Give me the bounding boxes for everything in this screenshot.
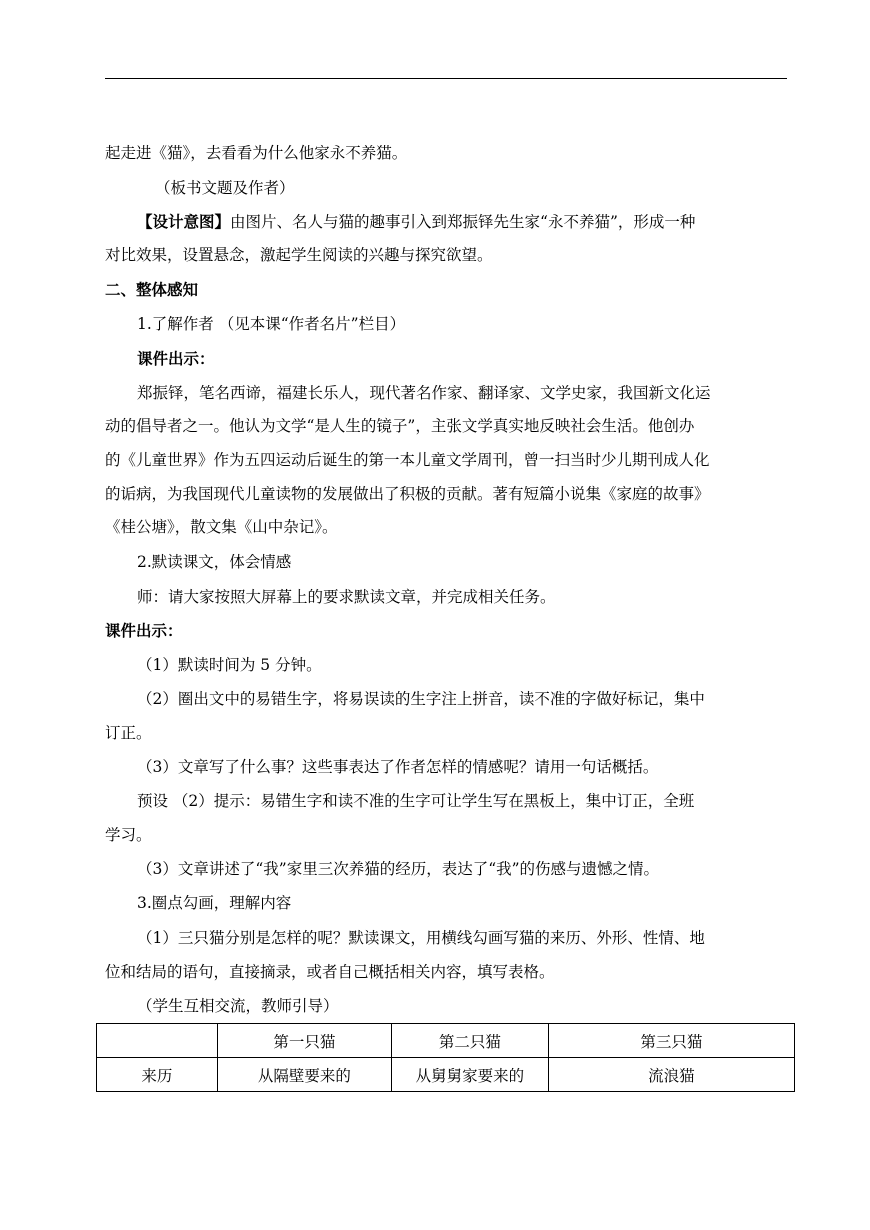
board-note: （板书文题及作者） <box>155 179 295 197</box>
design-intent-text: 由图片、名人与猫的趣事引入到郑振铎先生家“永不养猫”，形成一种 <box>230 213 696 231</box>
table-header-cell: 第三只猫 <box>548 1024 794 1058</box>
subsection-heading: 2.默读课文，体会情感 <box>137 553 292 571</box>
paragraph-line: 师：请大家按照大屏幕上的要求默读文章，并完成相关任务。 <box>137 588 556 606</box>
paragraph-line: 位和结局的语句，直接摘录，或者自己概括相关内容，填写表格。 <box>105 963 555 981</box>
subsection-heading: 1.了解作者 （见本课“作者名片”栏目） <box>137 315 406 333</box>
design-intent-line <box>137 212 695 232</box>
note-line: （学生互相交流，教师引导） <box>137 997 339 1015</box>
design-intent-label: 【设计意图】 <box>137 212 231 231</box>
paragraph-line: 动的倡导者之一。他认为文学“是人生的镜子”，主张文学真实地反映社会生活。他创办 <box>105 417 695 435</box>
task-item: （2）圈出文中的易错生字，将易误读的生字注上拼音，读不准的字做好标记，集中 <box>137 690 705 708</box>
preset-answer: （3）文章讲述了“我”家里三次养猫的经历，表达了“我”的伤感与遗憾之情。 <box>137 860 660 878</box>
paragraph-line: 起走进《猫》，去看看为什么他家永不养猫。 <box>105 144 408 162</box>
preset-answer: 预设 （2）提示：易错生字和读不准的生字可让学生写在黑板上，集中订正，全班 <box>137 792 695 810</box>
cats-table <box>96 1023 795 1092</box>
table-header-row <box>97 1024 795 1058</box>
table-cell: 从舅舅家要来的 <box>392 1058 549 1092</box>
paragraph-line: 的《儿童世界》作为五四运动后诞生的第一本儿童文学周刊，曾一扫当时少儿期刊成人化 <box>105 451 710 469</box>
paragraph-line: 学习。 <box>105 826 152 844</box>
paragraph-line: 《桂公塘》，散文集《山中杂记》。 <box>105 518 338 536</box>
task-item: （3）文章写了什么事？这些事表达了作者怎样的情感呢？请用一句话概括。 <box>137 758 659 776</box>
paragraph-line: 订正。 <box>105 724 152 742</box>
section-heading: 二、整体感知 <box>105 280 199 299</box>
paragraph-line: 对比效果，设置悬念，激起学生阅读的兴趣与探究欲望。 <box>105 246 493 264</box>
task-item: （1）三只猫分别是怎样的呢？默读课文，用横线勾画写猫的来历、外形、性情、地 <box>137 929 705 947</box>
table-cell: 流浪猫 <box>548 1058 794 1092</box>
paragraph-line: 的诟病，为我国现代儿童读物的发展做出了积极的贡献。著有短篇小说集《家庭的故事》 <box>105 485 710 503</box>
paragraph-line: 郑振铎，笔名西谛，福建长乐人，现代著名作家、翻译家、文学史家，我国新文化运 <box>137 384 711 402</box>
table-row <box>97 1058 795 1092</box>
table-header-cell: 第一只猫 <box>217 1024 392 1058</box>
table-cell: 来历 <box>97 1058 218 1092</box>
header-rule <box>105 78 787 79</box>
task-item: （1）默读时间为 5 分钟。 <box>137 656 322 674</box>
table-header-cell: 第二只猫 <box>392 1024 549 1058</box>
table-header-cell <box>97 1024 218 1058</box>
table-cell: 从隔壁要来的 <box>217 1058 392 1092</box>
subsection-heading: 3.圈点勾画，理解内容 <box>137 894 292 912</box>
courseware-label: 课件出示： <box>105 621 183 640</box>
courseware-label: 课件出示： <box>137 349 215 368</box>
